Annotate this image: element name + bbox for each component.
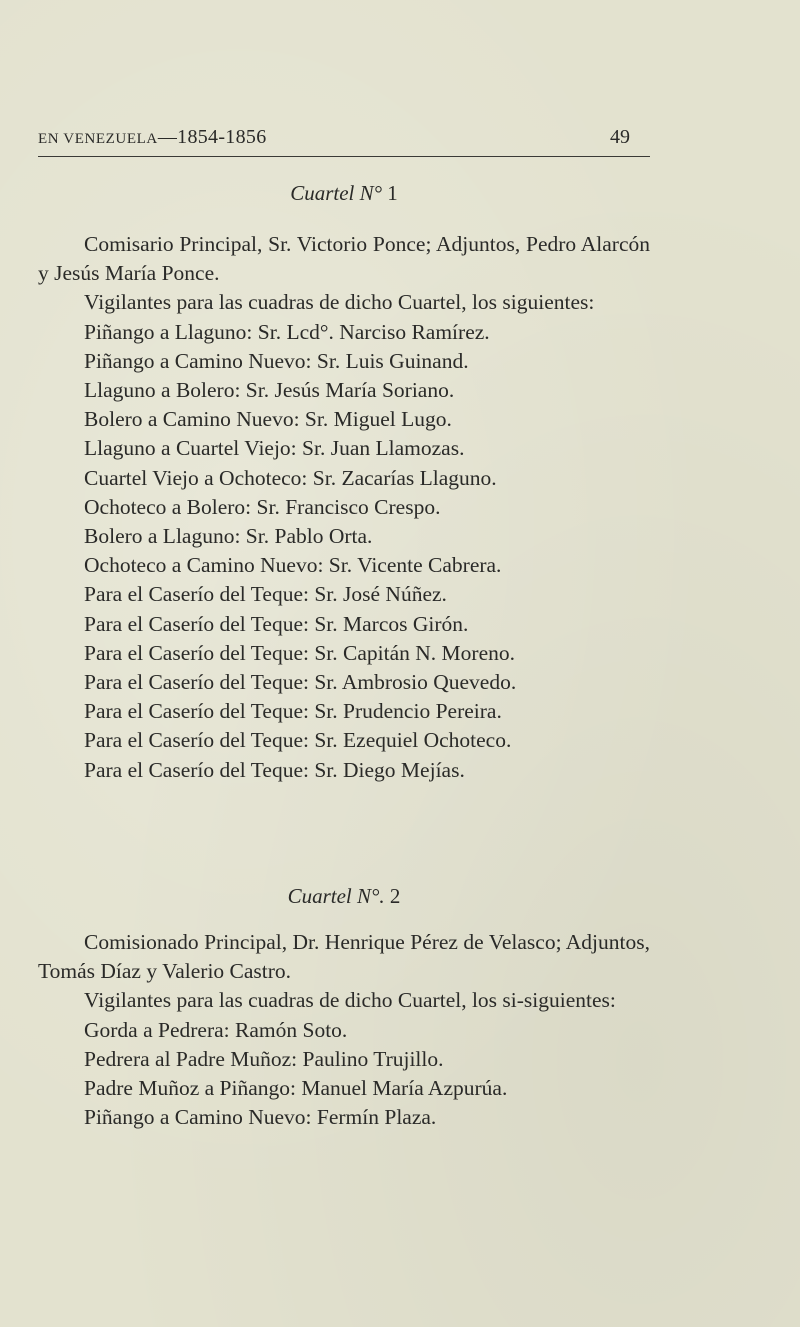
list-item: Pedrera al Padre Muñoz: Paulino Trujillo.: [84, 1046, 444, 1071]
running-head-text: EN VENEZUELA: [38, 131, 158, 147]
page-number: 49: [610, 126, 630, 148]
list-item: Para el Caserío del Teque: Sr. Ezequiel Ochoteco.: [84, 728, 512, 753]
list-item: Ochoteco a Camino Nuevo: Sr. Vicente Cabrera.: [84, 553, 502, 578]
section-1-body: [38, 230, 650, 785]
section-heading-cuartel-1: [38, 181, 650, 206]
list-item: Ochoteco a Bolero: Sr. Francisco Crespo.: [84, 494, 441, 519]
list-item: Para el Caserío del Teque: Sr. Diego Mejías.: [84, 757, 465, 782]
paragraph-vigilantes: Vigilantes para las cuadras de dicho Cuartel, los siguientes:: [84, 290, 595, 315]
list-item: Llaguno a Bolero: Sr. Jesús María Soriano.: [84, 378, 455, 403]
list-item: Piñango a Camino Nuevo: Sr. Luis Guinand.: [84, 348, 469, 373]
running-head-dash: —: [157, 127, 178, 148]
paragraph-comisionado: Comisionado Principal, Dr. Henrique Pérez de Velasco; Adjuntos, Tomás Díaz y Valerio Castro.: [38, 930, 650, 984]
vigilantes-list: [38, 318, 650, 785]
running-head-years: 1854-1856: [177, 126, 267, 148]
list-item: Para el Caserío del Teque: Sr. Capitán N. Moreno.: [84, 640, 515, 665]
section-heading-label: Cuartel N°.: [287, 884, 385, 908]
paragraph-vigilantes: Vigilantes para las cuadras de dicho Cuartel, los si-siguientes:: [84, 988, 616, 1013]
section-heading-number: 2: [389, 884, 401, 908]
section-heading-number: 1: [387, 181, 398, 205]
section-heading-label: Cuartel N°: [290, 181, 383, 205]
running-head: [38, 126, 650, 157]
paragraph-comisario: Comisario Principal, Sr. Victorio Ponce; Adjuntos, Pedro Alarcón y Jesús María Ponce.: [38, 232, 650, 286]
running-head-title: [38, 126, 267, 149]
list-item: Piñango a Camino Nuevo: Fermín Plaza.: [84, 1105, 437, 1130]
section-2-body: [38, 928, 650, 1132]
section-heading-cuartel-2: [38, 884, 650, 909]
vigilantes-list: [38, 1016, 650, 1133]
list-item: Bolero a Llaguno: Sr. Pablo Orta.: [84, 524, 373, 549]
list-item: Para el Caserío del Teque: Sr. Marcos Girón.: [84, 611, 469, 636]
list-item: Bolero a Camino Nuevo: Sr. Miguel Lugo.: [84, 407, 452, 432]
list-item: Llaguno a Cuartel Viejo: Sr. Juan Llamozas.: [84, 436, 465, 461]
list-item: Para el Caserío del Teque: Sr. José Núñez.: [84, 582, 447, 607]
list-item: Piñango a Llaguno: Sr. Lcd°. Narciso Ramírez.: [84, 319, 490, 344]
list-item: Gorda a Pedrera: Ramón Soto.: [84, 1017, 348, 1042]
list-item: Cuartel Viejo a Ochoteco: Sr. Zacarías Llaguno.: [84, 465, 497, 490]
list-item: Para el Caserío del Teque: Sr. Prudencio Pereira.: [84, 699, 502, 724]
list-item: Padre Muñoz a Piñango: Manuel María Azpurúa.: [84, 1076, 508, 1101]
list-item: Para el Caserío del Teque: Sr. Ambrosio Quevedo.: [84, 670, 517, 695]
